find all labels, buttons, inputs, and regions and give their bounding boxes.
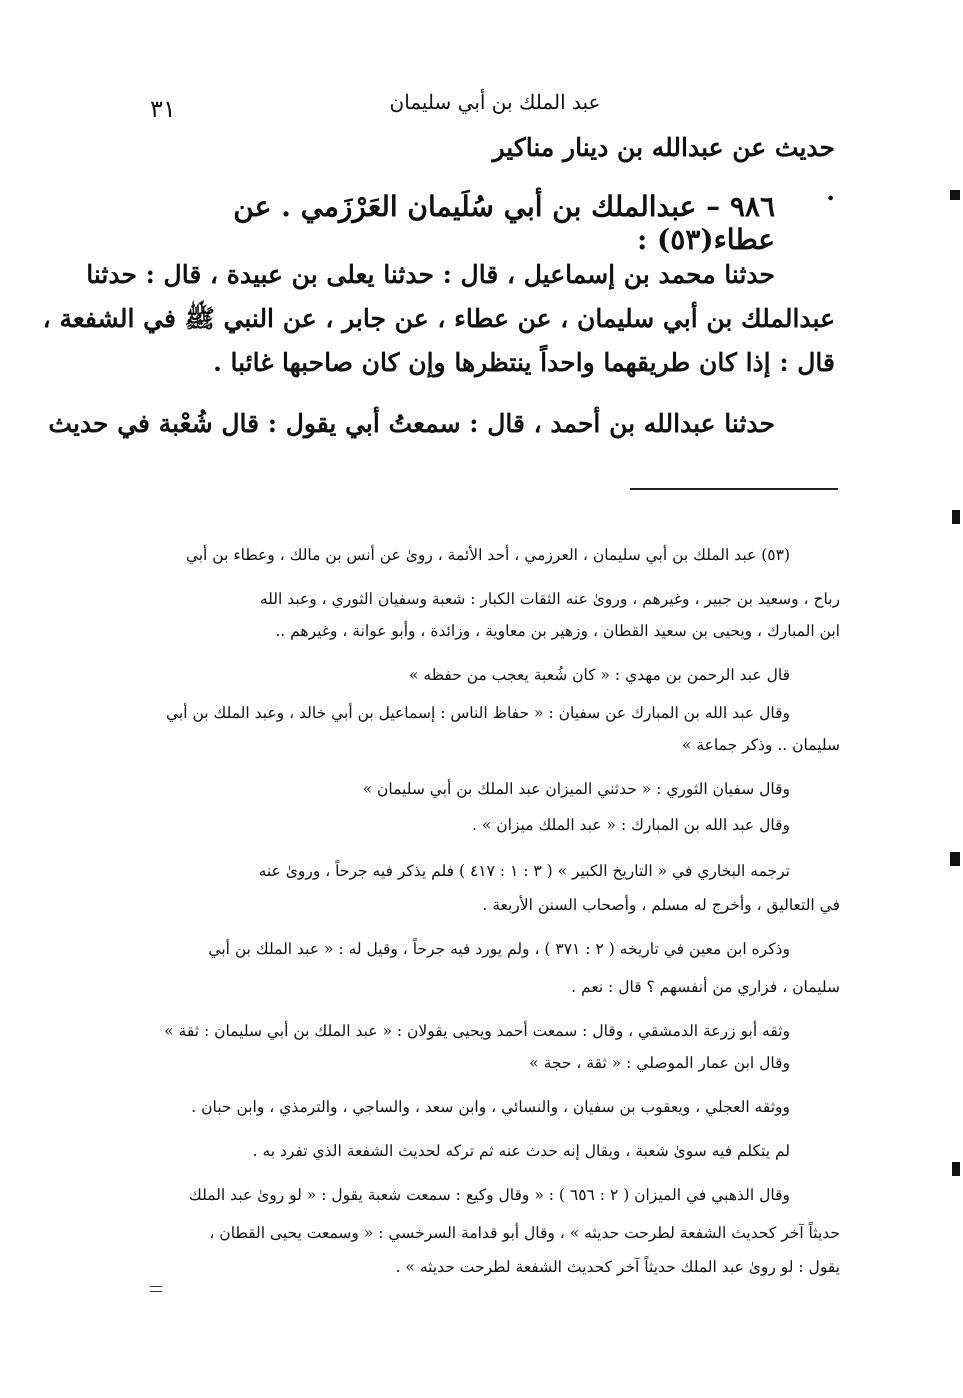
footnote-line: وذكره ابن معين في تاريخه ( ٢ : ٣٧١ ) ، ولم يورد فيه جرحاً ، وقيل له : « عبد الملك بن أبي: [208, 940, 790, 958]
footnote-line: يقول : لو روىٰ عبد الملك حديثاً آخر كحديث الشفعة لطرحت حديثه » .: [395, 1258, 840, 1276]
paragraph-2: حدثنا عبدالله بن أحمد ، قال : سمعتُ أبي يقول : قال شُعْبة في حديث: [48, 409, 775, 438]
footnote-line: حديثاً آخر كحديث الشفعة لطرحت حديثه » ، وقال أبو قدامة السرخسي : « وسمعت يحيى القطان ،: [209, 1224, 840, 1242]
entry-heading: ٩٨٦ – عبدالملك بن أبي سُلَيمان العَرْزَمي . عن عطاء(٥٣) :: [233, 190, 775, 256]
footnote-line: وقال عبد الله بن المبارك عن سفيان : « حفاظ الناس : إسماعيل بن أبي خالد ، وعبد الملك بن أبي: [166, 704, 790, 722]
footnote-line: وقال ابن عمار الموصلي : « ثقة ، حجة »: [529, 1054, 790, 1072]
footnote-line: (٥٣) عبد الملك بن أبي سليمان ، العرزمي ، أحد الأئمة ، روىٰ عن أنس بن مالك ، وعطاء بن أبي: [185, 546, 790, 564]
footnote-line: وقال عبد الله بن المبارك : « عبد الملك ميزان » .: [472, 816, 790, 834]
scan-edge-mark: [950, 190, 960, 200]
footnote-line: سليمان .. وذكر جماعة »: [681, 736, 840, 754]
footnote-line: قال عبد الرحمن بن مهدي : « كان شُعبة يعجب من حفظه »: [408, 666, 790, 684]
scan-edge-mark: [950, 852, 960, 866]
footnote-line: سليمان ، فزاري من أنفسهم ؟ قال : نعم .: [571, 978, 840, 996]
scan-edge-mark: [952, 1162, 960, 1176]
page-number: ٣١: [150, 95, 176, 123]
footnote-line: ابن المبارك ، ويحيى بن سعيد القطان ، وزهير بن معاوية ، وزائدة ، وأبو عوانة ، وغيرهم ..: [275, 622, 840, 640]
footnote-line: وقال الذهبي في الميزان ( ٢ : ٦٥٦ ) : « وقال وكيع : سمعت شعبة يقول : « لو روىٰ عبد الملك: [189, 1186, 790, 1204]
intro-line: حديث عن عبدالله بن دينار مناكير .: [492, 133, 835, 206]
paragraph-1-line: حدثنا محمد بن إسماعيل ، قال : حدثنا يعلى بن عبيدة ، قال : حدثنا: [86, 260, 775, 289]
footnote-line: رباح ، وسعيد بن جبير ، وغيرهم ، وروىٰ عنه الثقات الكبار : شعبة وسفيان الثوري ، وعبد الله: [259, 590, 840, 608]
scan-smudge: [150, 1291, 162, 1292]
paragraph-1: [42, 253, 835, 385]
footnote-line: في التعاليق ، وأخرج له مسلم ، وأصحاب السنن الأربعة .: [482, 896, 840, 914]
scan-smudge: [150, 1286, 162, 1287]
footnote-line: لم يتكلم فيه سوىٰ شعبة ، ويقال إنه حدث عنه ثم تركه لحديث الشفعة الذي تفرد به .: [252, 1142, 790, 1160]
running-header-title: عبد الملك بن أبي سليمان: [389, 90, 601, 114]
scan-edge-mark: [952, 510, 960, 524]
footnote-line: وقال سفيان الثوري : « حدثني الميزان عبد الملك بن أبي سليمان »: [362, 780, 790, 798]
footnote-line: ترجمه البخاري في « التاريخ الكبير » ( ٣ : ١ : ٤١٧ ) فلم يذكر فيه جرحاً ، وروىٰ عنه: [258, 862, 790, 880]
footnote-separator: [630, 488, 838, 490]
paragraph-1-line: عبدالملك بن أبي سليمان ، عن عطاء ، عن جابر ، عن النبي ﷺ في الشفعة ،: [42, 304, 835, 333]
footnote-line: ووثقه العجلي ، ويعقوب بن سفيان ، والنسائي ، وابن سعد ، والساجي ، والترمذي ، وابن حبان .: [191, 1098, 790, 1116]
paragraph-1-line: قال : إذا كان طريقهما واحداً ينتظرها وإن كان صاحبها غائبا .: [213, 348, 835, 377]
footnote-line: وثقه أبو زرعة الدمشقي ، وقال : سمعت أحمد ويحيى يقولان : « عبد الملك بن أبي سليمان : ثقة »: [164, 1022, 790, 1040]
